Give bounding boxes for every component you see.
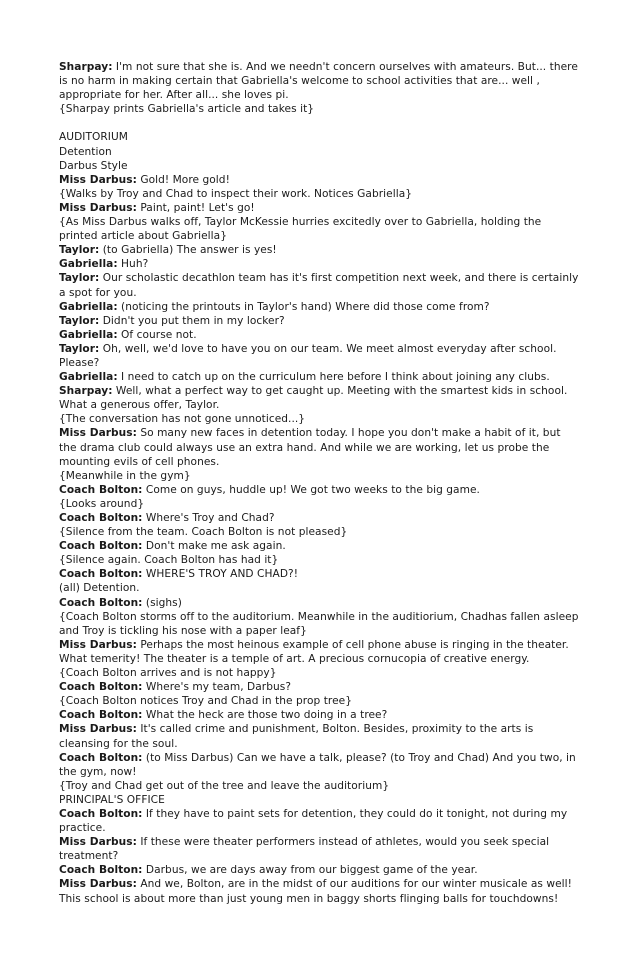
- stage-direction: [59, 694, 580, 708]
- speaker-name: Coach Bolton:: [59, 709, 143, 722]
- speaker-name: Gabriella:: [59, 371, 118, 384]
- line-text: {Troy and Chad get out of the tree and leave the auditorium}: [59, 779, 390, 792]
- line-text: Don't make me ask again.: [142, 540, 286, 553]
- dialogue-line: [59, 426, 580, 468]
- speaker-name: Taylor:: [59, 244, 100, 257]
- line-text: I need to catch up on the curriculum here before I think about joining any clubs.: [117, 371, 550, 384]
- dialogue-line: [59, 384, 580, 412]
- line-text: Didn't you put them in my locker?: [99, 314, 285, 327]
- stage-direction: [59, 666, 580, 680]
- speaker-name: Miss Darbus:: [59, 427, 137, 440]
- dialogue-line: [59, 328, 580, 342]
- dialogue-line: [59, 863, 580, 877]
- line-text: Where's Troy and Chad?: [142, 512, 275, 524]
- speaker-name: Coach Bolton:: [59, 512, 143, 524]
- line-text: PRINCIPAL'S OFFICE: [59, 793, 165, 806]
- speaker-name: Coach Bolton:: [59, 807, 143, 820]
- dialogue-line: [59, 708, 580, 722]
- line-text: WHERE'S TROY AND CHAD?!: [142, 568, 298, 581]
- dialogue-line: [59, 835, 580, 863]
- stage-direction: [59, 412, 580, 426]
- stage-direction: [59, 215, 580, 243]
- speaker-name: Coach Bolton:: [59, 864, 143, 877]
- speaker-name: Coach Bolton:: [59, 751, 143, 764]
- line-text: {Coach Bolton arrives and is not happy}: [59, 667, 277, 680]
- speaker-name: Miss Darbus:: [59, 723, 137, 736]
- line-text: Perhaps the most heinous example of cell phone abuse is ringing in the theater. What temerity! The theater is a temple of art. A precious cornucopia of creative energy.: [59, 638, 569, 665]
- line-text: {Coach Bolton storms off to the auditorium. Meanwhile in the auditiorium, Chadhas fallen asleep and Troy is tickling his nose with a paper leaf}: [59, 610, 579, 637]
- blank-line: [59, 116, 580, 130]
- speaker-name: Coach Bolton:: [59, 681, 143, 694]
- line-text: (all) Detention.: [59, 582, 140, 595]
- line-text: (sighs): [142, 596, 182, 609]
- speaker-name: Taylor:: [59, 272, 100, 285]
- speaker-name: Sharpay:: [59, 385, 113, 398]
- line-text: Gold! More gold!: [136, 173, 230, 186]
- speaker-name: Coach Bolton:: [59, 596, 143, 609]
- stage-direction: [59, 130, 580, 144]
- dialogue-line: [59, 722, 580, 750]
- stage-direction: [59, 497, 580, 511]
- speaker-name: Taylor:: [59, 314, 100, 327]
- dialogue-line: [59, 680, 580, 694]
- line-text: {Coach Bolton notices Troy and Chad in the prop tree}: [59, 695, 352, 708]
- line-text: (to Gabriella) The answer is yes!: [99, 244, 277, 257]
- dialogue-line: [59, 877, 580, 905]
- stage-direction: [59, 187, 580, 201]
- dialogue-line: [59, 511, 580, 525]
- line-text: Detention: [59, 145, 112, 158]
- speaker-name: Miss Darbus:: [59, 638, 137, 651]
- line-text: (noticing the printouts in Taylor's hand) Where did those come from?: [117, 300, 490, 313]
- dialogue-line: [59, 807, 580, 835]
- dialogue-line: [59, 638, 580, 666]
- dialogue-line: [59, 201, 580, 215]
- dialogue-line: [59, 751, 580, 779]
- dialogue-line: [59, 342, 580, 370]
- dialogue-line: [59, 539, 580, 553]
- line-text: If they have to paint sets for detention, they could do it tonight, not during my practice.: [59, 807, 568, 835]
- line-text: AUDITORIUM: [59, 131, 128, 144]
- line-text: Our scholastic decathlon team has it's first competition next week, and there is certainly a spot for you.: [59, 272, 579, 299]
- stage-direction: [59, 469, 580, 483]
- dialogue-line: [59, 314, 580, 328]
- speaker-name: Miss Darbus:: [59, 201, 137, 214]
- stage-direction: [59, 553, 580, 567]
- line-text: Come on guys, huddle up! We got two weeks to the big game.: [142, 483, 480, 496]
- stage-direction: [59, 102, 580, 116]
- line-text: I'm not sure that she is. And we needn't concern ourselves with amateurs. But... there is no harm in making certain that Gabriella's welcome to school activities that are... well , appropriate for her. After all... she loves pi.: [59, 61, 578, 102]
- stage-direction: [59, 779, 580, 793]
- dialogue-line: [59, 596, 580, 610]
- dialogue-line: [59, 243, 580, 257]
- speaker-name: Coach Bolton:: [59, 568, 143, 581]
- dialogue-line: [59, 257, 580, 271]
- speaker-name: Taylor:: [59, 342, 100, 355]
- line-text: {Silence again. Coach Bolton has had it}: [59, 554, 279, 567]
- speaker-name: Miss Darbus:: [59, 836, 137, 849]
- line-text: Huh?: [117, 258, 149, 271]
- dialogue-line: [59, 271, 580, 299]
- line-text: Of course not.: [117, 328, 197, 341]
- line-text: Paint, paint! Let's go!: [136, 201, 255, 214]
- line-text: {Looks around}: [59, 497, 145, 510]
- line-text: {As Miss Darbus walks off, Taylor McKessie hurries excitedly over to Gabriella, holding the printed article about Gabriella}: [59, 216, 542, 243]
- line-text: Where's my team, Darbus?: [142, 681, 291, 694]
- line-text: Darbus Style: [59, 159, 128, 172]
- speaker-name: Sharpay:: [59, 61, 113, 73]
- line-text: What the heck are those two doing in a tree?: [142, 709, 388, 722]
- dialogue-line: [59, 300, 580, 314]
- stage-direction: [59, 525, 580, 539]
- stage-direction: [59, 610, 580, 638]
- speaker-name: Gabriella:: [59, 328, 118, 341]
- stage-direction: [59, 581, 580, 595]
- line-text: {The conversation has not gone unnoticed...}: [59, 413, 306, 426]
- line-text: Well, what a perfect way to get caught up. Meeting with the smartest kids in school. What a generous offer, Taylor.: [59, 385, 568, 412]
- line-text: And we, Bolton, are in the midst of our auditions for our winter musicale as well! This school is about more than just young men in baggy shorts flinging balls for touchdowns!: [59, 878, 572, 905]
- stage-direction: [59, 159, 580, 173]
- line-text: (to Miss Darbus) Can we have a talk, please? (to Troy and Chad) And you two, in the gym, now!: [59, 751, 576, 778]
- speaker-name: Coach Bolton:: [59, 483, 143, 496]
- line-text: {Meanwhile in the gym}: [59, 469, 191, 482]
- dialogue-line: [59, 567, 580, 581]
- dialogue-line: [59, 370, 580, 384]
- line-text: {Walks by Troy and Chad to inspect their work. Notices Gabriella}: [59, 187, 413, 200]
- speaker-name: Coach Bolton:: [59, 540, 143, 553]
- dialogue-line: [59, 173, 580, 187]
- line-text: It's called crime and punishment, Bolton. Besides, proximity to the arts is cleansing for the soul.: [59, 723, 534, 750]
- speaker-name: Gabriella:: [59, 300, 118, 313]
- dialogue-line: [59, 60, 580, 102]
- line-text: So many new faces in detention today. I hope you don't make a habit of it, but the drama club could always use an extra hand. And while we are working, let us probe the mounting evils of cell phones.: [59, 427, 561, 468]
- stage-direction: [59, 793, 580, 807]
- line-text: {Sharpay prints Gabriella's article and takes it}: [59, 103, 315, 116]
- speaker-name: Gabriella:: [59, 258, 118, 271]
- line-text: If these were theater performers instead of athletes, would you seek special treatment?: [59, 836, 550, 863]
- dialogue-line: [59, 483, 580, 497]
- line-text: Darbus, we are days away from our biggest game of the year.: [142, 864, 478, 877]
- speaker-name: Miss Darbus:: [59, 173, 137, 186]
- speaker-name: Miss Darbus:: [59, 878, 137, 891]
- stage-direction: [59, 145, 580, 159]
- line-text: {Silence from the team. Coach Bolton is not pleased}: [59, 526, 348, 539]
- line-text: Oh, well, we'd love to have you on our team. We meet almost everyday after school. Please?: [59, 342, 557, 369]
